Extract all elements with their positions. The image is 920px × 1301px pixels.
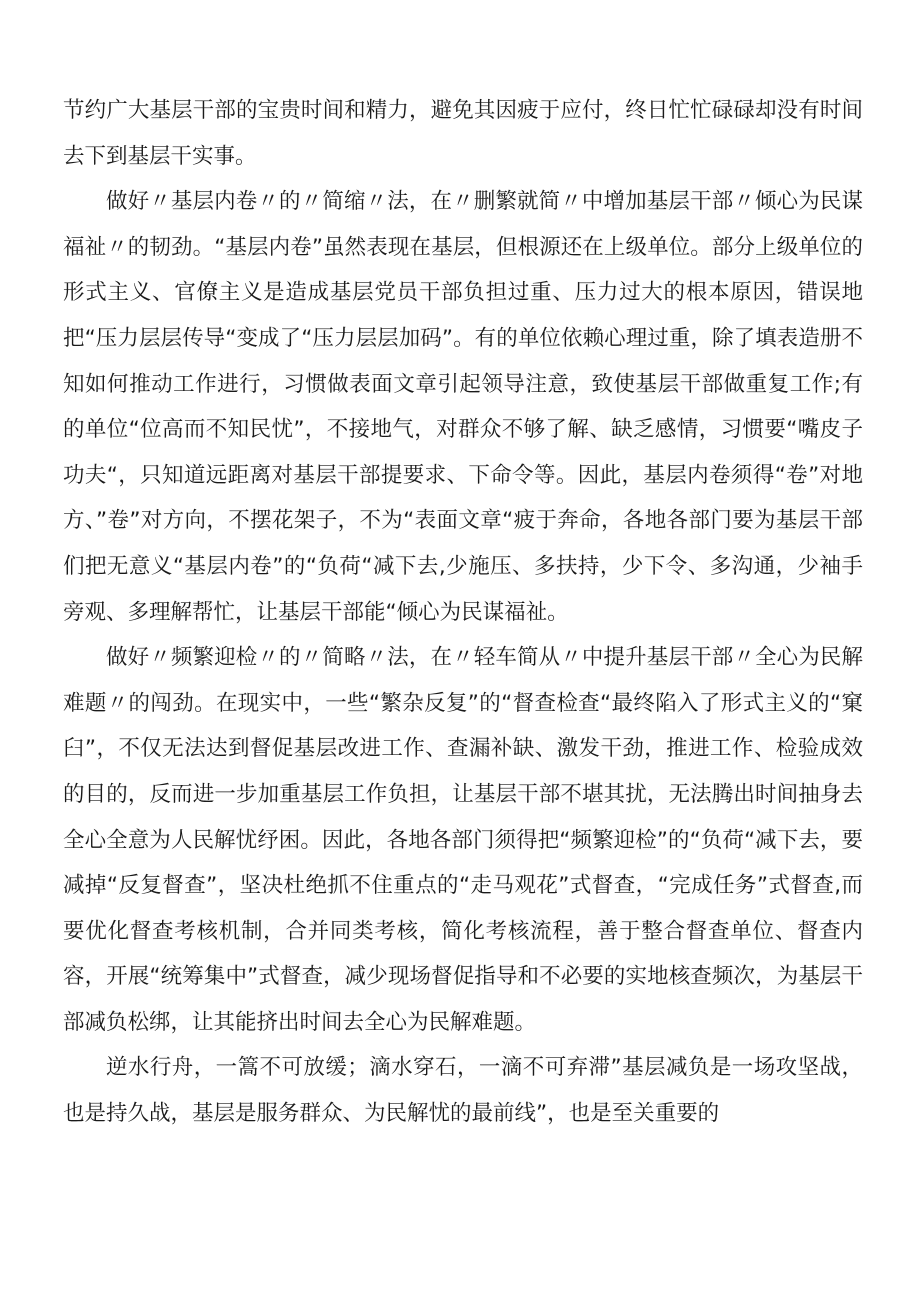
document-body <box>63 88 863 1137</box>
paragraph-1: 节约广大基层干部的宝贵时间和精力，避免其因疲于应付，终日忙忙碌碌却没有时间去下到基层干实事。 <box>63 98 863 169</box>
paragraph-3: 做好〃频繁迎检〃的〃简略〃法，在〃轻车简从〃中提升基层干部〃全心为民解难题〃的闯劲。在现实中，一些“繁杂反复”的“督查检查“最终陷入了形式主义的“窠臼”，不仅无法达到督促基层改进工作、查漏补缺、激发干劲，推进工作、检验成效的目的，反而进一步加重基层工作负担，让基层干部不堪其扰，无法腾出时间抽身去全心全意为人民解忧纾困。因此，各地各部门须得把“频繁迎检”的“负荷“减下去，要减掉“反复督查”，坚决杜绝抓不住重点的“走马观花”式督查，“完成任务”式督查,而要优化督查考核机制，合并同类考核，简化考核流程，善于整合督查单位、督查内容，开展“统筹集中”式督查，减少现场督促指导和不必要的实地核查频次，为基层干部减负松绑，让其能挤出时间去全心为民解难题。 <box>63 645 863 1035</box>
paragraph-2: 做好〃基层内卷〃的〃简缩〃法，在〃删繁就简〃中增加基层干部〃倾心为民谋福祉〃的韧劲。“基层内卷”虽然表现在基层，但根源还在上级单位。部分上级单位的形式主义、官僚主义是造成基层党员干部负担过重、压力过大的根本原因，错误地把“压力层层传导“变成了“压力层层加码”。有的单位依赖心理过重，除了填表造册不知如何推动工作进行，习惯做表面文章引起领导注意，致使基层干部做重复工作;有的单位“位高而不知民忧”，不接地气，对群众不够了解、缺乏感情，习惯要“嘴皮子功夫“，只知道远距离对基层干部提要求、下命令等。因此，基层内卷须得“卷”对地方、”卷”对方向，不摆花架子，不为“表面文章“疲于奔命，各地各部门要为基层干部们把无意义“基层内卷”的“负荷“减下去,少施压、多扶持，少下令、多沟通，少袖手旁观、多理解帮忙，让基层干部能“倾心为民谋福祉。 <box>63 189 863 625</box>
paragraph-4: 逆水行舟，一篙不可放缓；滴水穿石，一滴不可弃滞”基层减负是一场攻坚战，也是持久战，基层是服务群众、为民解忧的最前线”，也是至关重要的 <box>63 1055 863 1127</box>
